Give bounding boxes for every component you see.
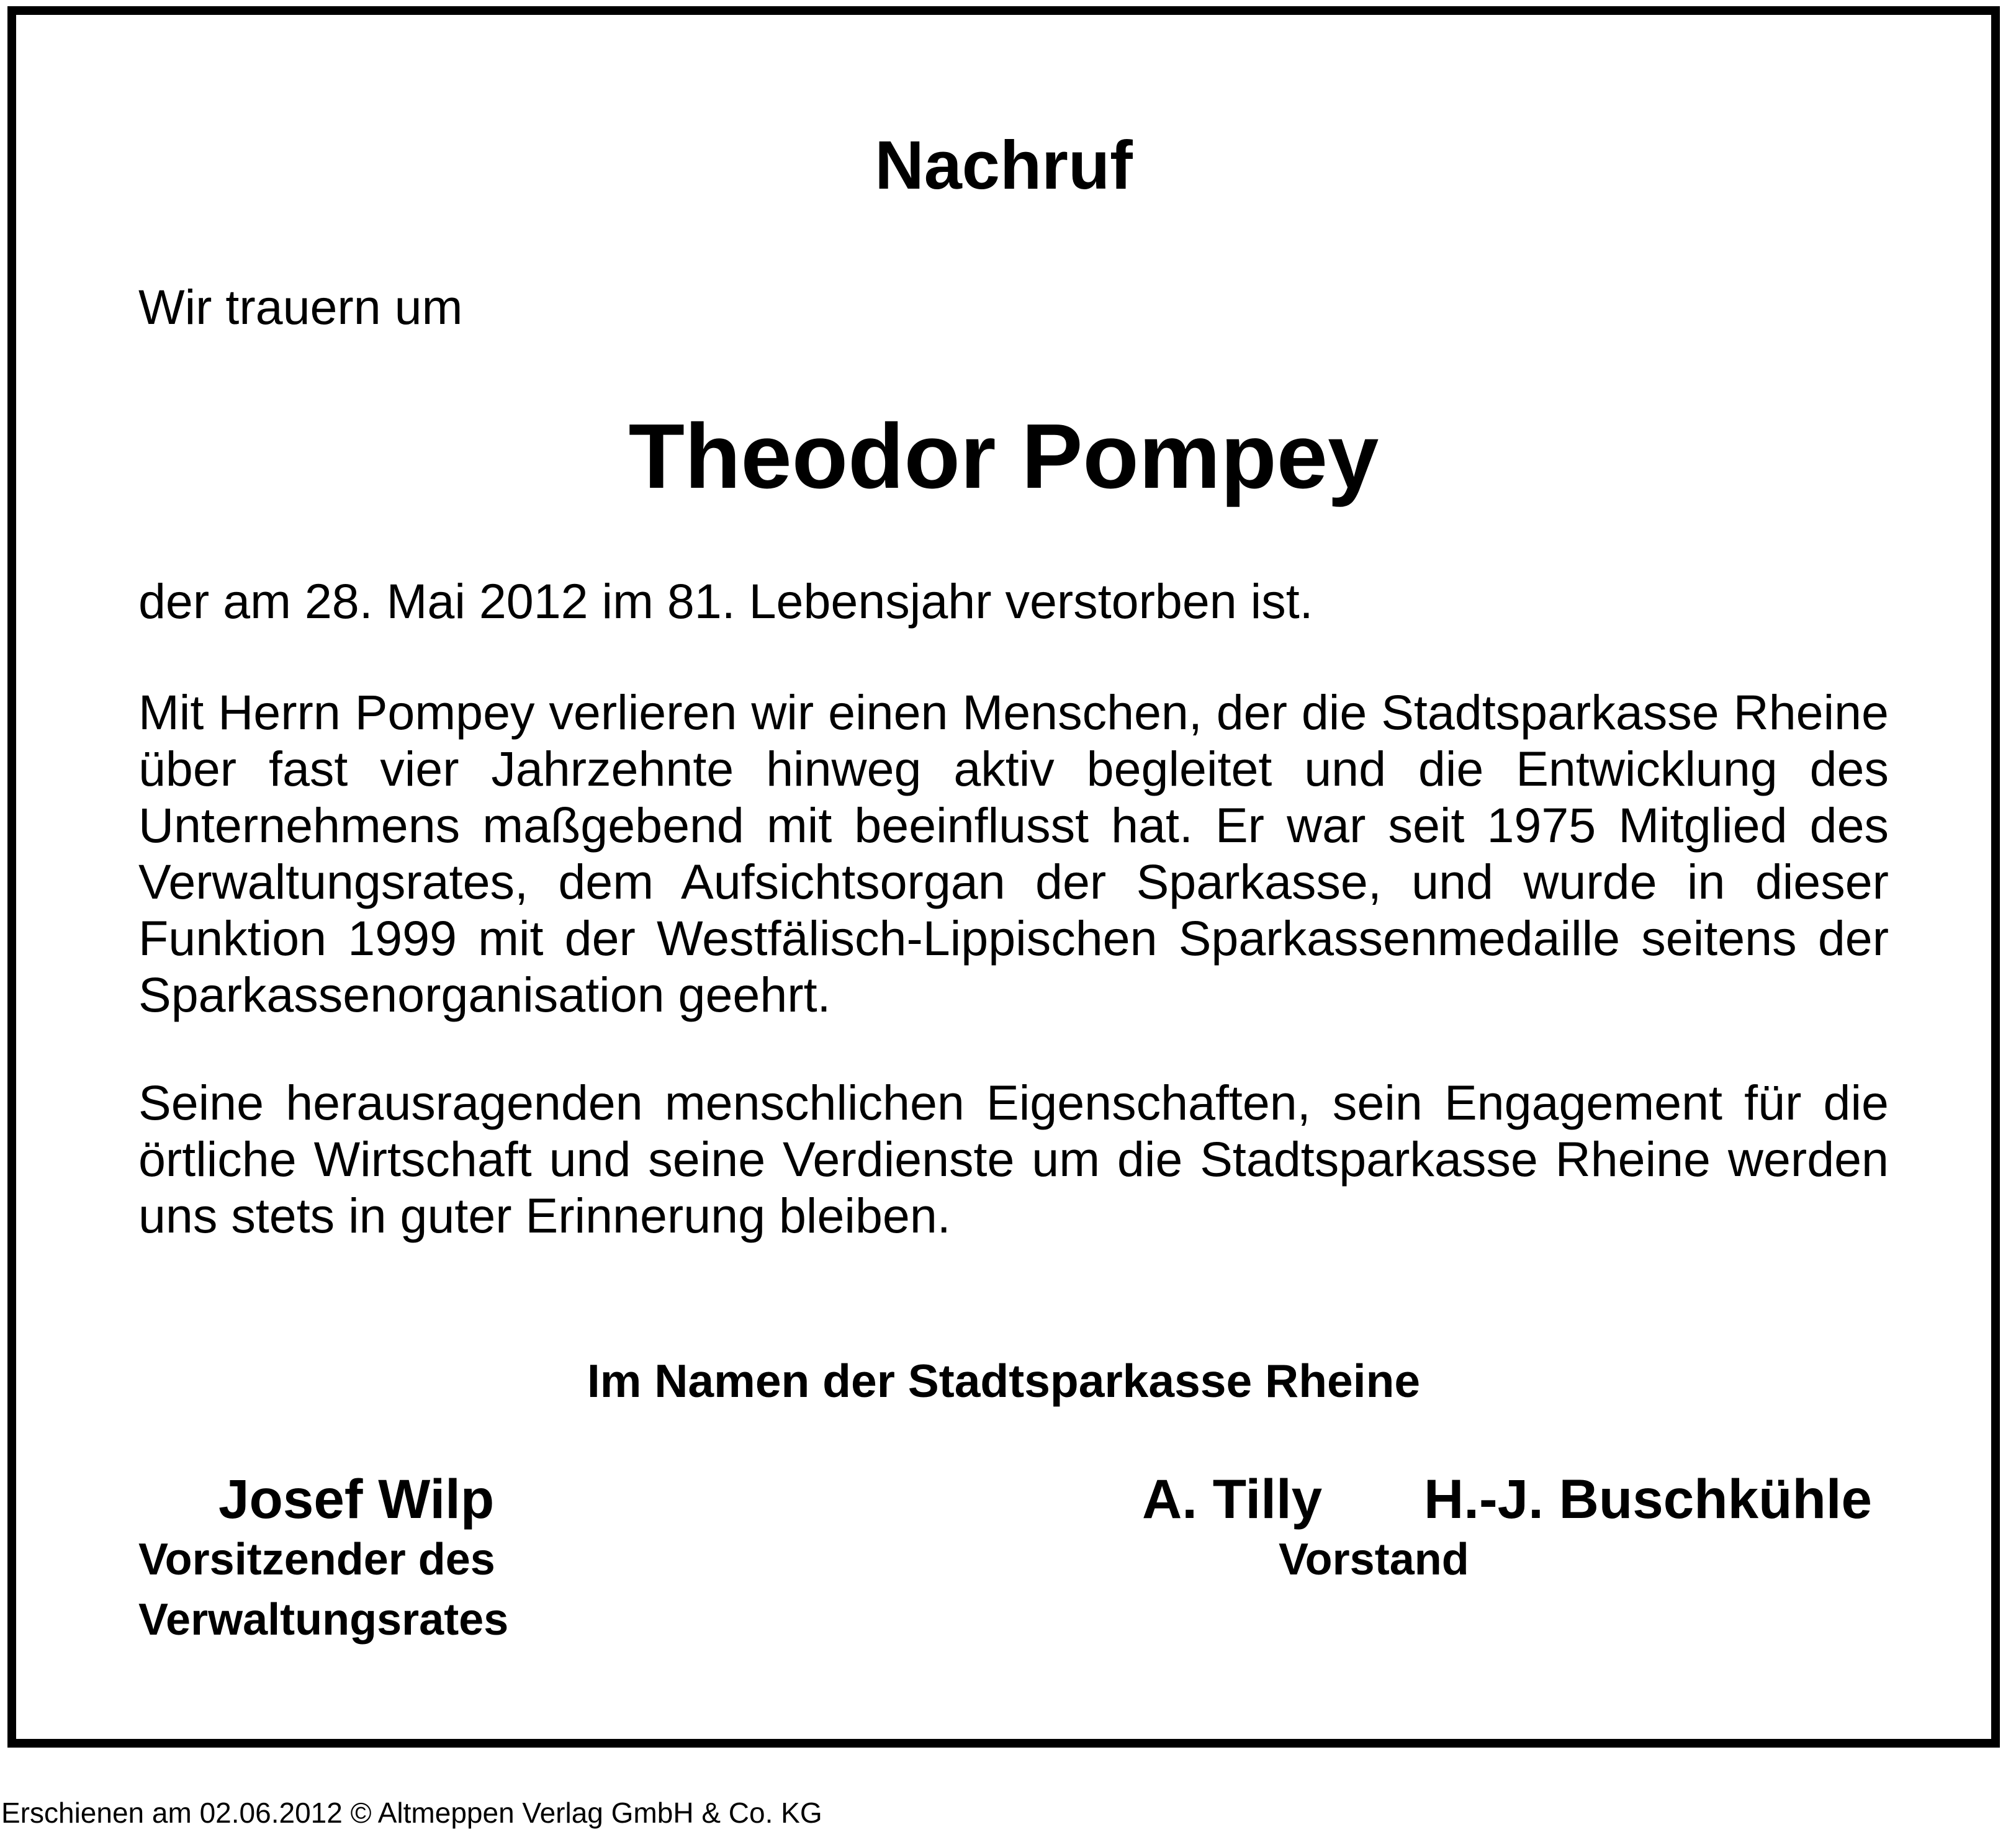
death-date-line: der am 28. Mai 2012 im 81. Lebensjahr verstorben ist. (138, 573, 1313, 629)
tribute-paragraph-2: Seine herausragenden menschlichen Eigenschaften, sein Engagement für die örtliche Wirtschaft und seine Verdienste um die Stadtsparkasse Rheine werden uns stets in guter Erinnerung bleiben. (138, 1075, 1889, 1243)
deceased-name: Theodor Pompey (628, 405, 1379, 508)
obituary-frame (7, 6, 2000, 1748)
intro-line: Wir trauern um (138, 279, 463, 335)
chair-role-line-1: Vorsitzender des (138, 1535, 495, 1584)
publication-footer: Erschienen am 02.06.2012 © Altmeppen Verlag GmbH & Co. KG (1, 1797, 822, 1829)
obituary-title: Nachruf (875, 127, 1133, 204)
board-member-1-name: A. Tilly (1142, 1468, 1323, 1530)
tribute-paragraph-1: Mit Herrn Pompey verlieren wir einen Menschen, der die Stadtsparkasse Rheine über fast vier Jahrzehnte hinweg aktiv begleitet und die Entwicklung des Unternehmens maßgebend mit beeinflusst hat. Er war seit 1975 Mitglied des Verwaltungsrates, dem Aufsichtsorgan der Sparkasse, und wurde in dieser Funktion 1999 mit der Westfälisch-Lippischen Sparkassenmedaille seitens der Sparkassenorganisation geehrt. (138, 685, 1889, 1022)
chair-name: Josef Wilp (218, 1468, 495, 1530)
closing-line: Im Namen der Stadtsparkasse Rheine (587, 1355, 1421, 1407)
chair-role-line-2: Verwaltungsrates (138, 1595, 509, 1645)
board-role: Vorstand (1279, 1535, 1469, 1584)
board-member-2-name: H.-J. Buschkühle (1424, 1468, 1873, 1530)
